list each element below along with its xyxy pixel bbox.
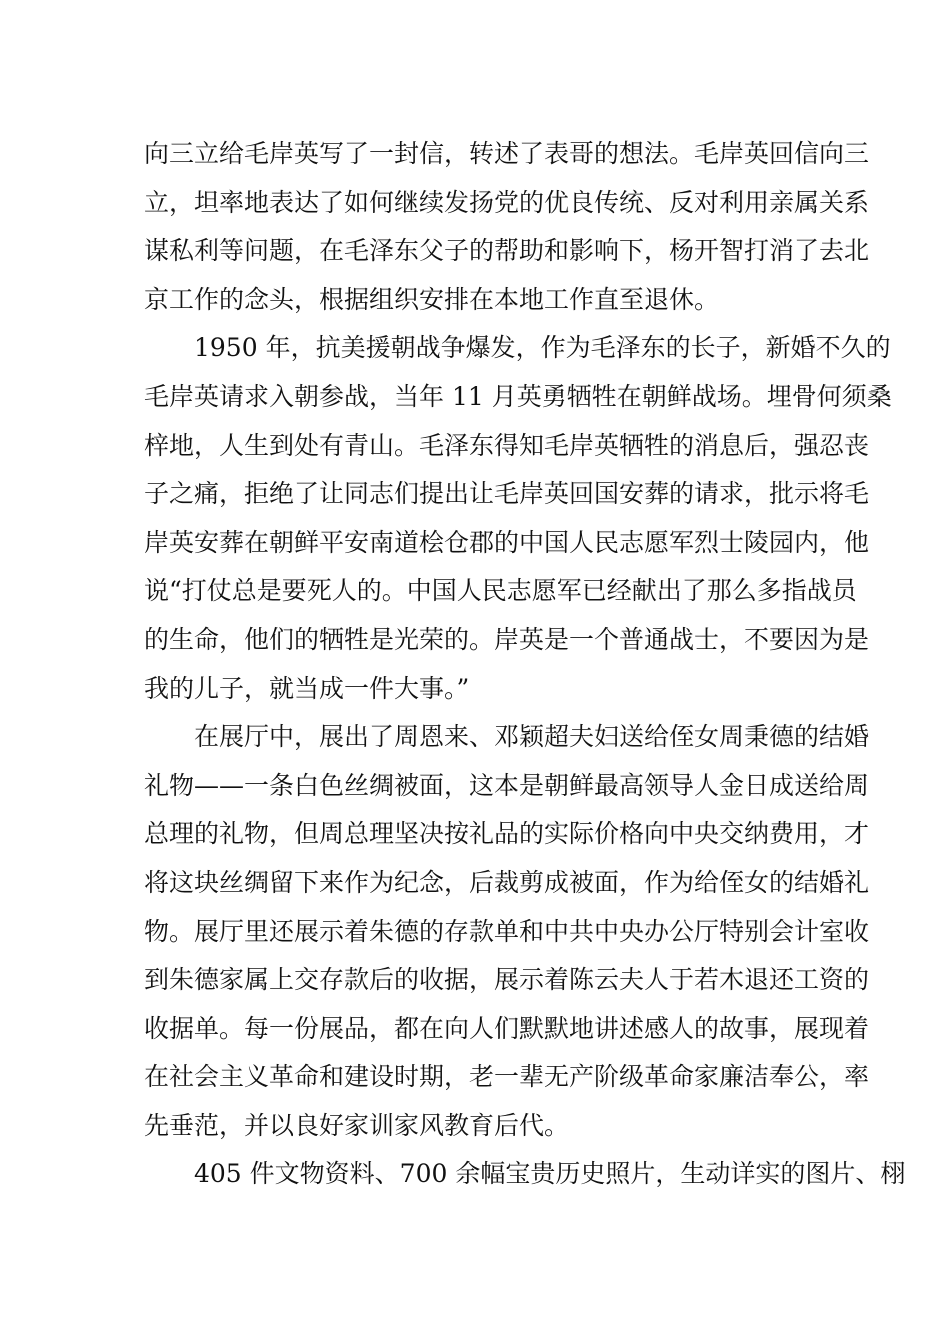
text-line: 梓地，人生到处有青山。毛泽东得知毛岸英牺牲的消息后，强忍丧	[144, 430, 870, 460]
text-line: 说“打仗总是要死人的。中国人民志愿军已经献出了那么多指战员	[144, 576, 857, 606]
text-line: 先垂范，并以良好家训家风教育后代。	[144, 1110, 570, 1140]
text-line: 收据单。每一份展品，都在向人们默默地讲述感人的故事，展现着	[144, 1013, 870, 1043]
text-line: 毛岸英请求入朝参战，当年 11 月英勇牺牲在朝鲜战场。埋骨何须桑	[144, 381, 892, 411]
text-line: 京工作的念头，根据组织安排在本地工作直至退休。	[144, 284, 720, 314]
body-text	[144, 130, 906, 1199]
text-line: 的生命，他们的牺牲是光荣的。岸英是一个普通战士，不要因为是	[144, 624, 870, 654]
text-line: 405 件文物资料、700 余幅宝贵历史照片，生动详实的图片、栩	[194, 1159, 906, 1189]
text-line: 物。展厅里还展示着朱德的存款单和中共中央办公厅特别会计室收	[144, 916, 870, 946]
text-line: 谋私利等问题，在毛泽东父子的帮助和影响下，杨开智打消了去北	[144, 236, 870, 266]
text-line: 将这块丝绸留下来作为纪念，后裁剪成被面，作为给侄女的结婚礼	[144, 867, 870, 897]
text-line: 子之痛，拒绝了让同志们提出让毛岸英回国安葬的请求，批示将毛	[144, 479, 870, 509]
text-line: 礼物——一条白色丝绸被面，这本是朝鲜最高领导人金日成送给周	[144, 770, 870, 800]
paragraph-2	[144, 324, 892, 713]
text-line: 在社会主义革命和建设时期，老一辈无产阶级革命家廉洁奉公，率	[144, 1062, 870, 1092]
text-line: 岸英安葬在朝鲜平安南道桧仓郡的中国人民志愿军烈士陵园内，他	[144, 527, 870, 557]
text-line: 到朱德家属上交存款后的收据，展示着陈云夫人于若木退还工资的	[144, 965, 870, 995]
paragraph-3	[144, 713, 870, 1150]
text-line: 向三立给毛岸英写了一封信，转述了表哥的想法。毛岸英回信向三	[144, 139, 870, 168]
text-line: 在展厅中，展出了周恩来、邓颖超夫妇送给侄女周秉德的结婚	[194, 722, 870, 752]
paragraph-1	[144, 130, 870, 324]
text-line: 1950 年，抗美援朝战争爆发，作为毛泽东的长子，新婚不久的	[194, 333, 891, 363]
paragraph-4	[144, 1150, 906, 1199]
text-line: 总理的礼物，但周总理坚决按礼品的实际价格向中央交纳费用，才	[144, 819, 870, 849]
text-line: 我的儿子，就当成一件大事。”	[144, 673, 470, 703]
text-line: 立，坦率地表达了如何继续发扬党的优良传统、反对利用亲属关系	[144, 187, 870, 217]
